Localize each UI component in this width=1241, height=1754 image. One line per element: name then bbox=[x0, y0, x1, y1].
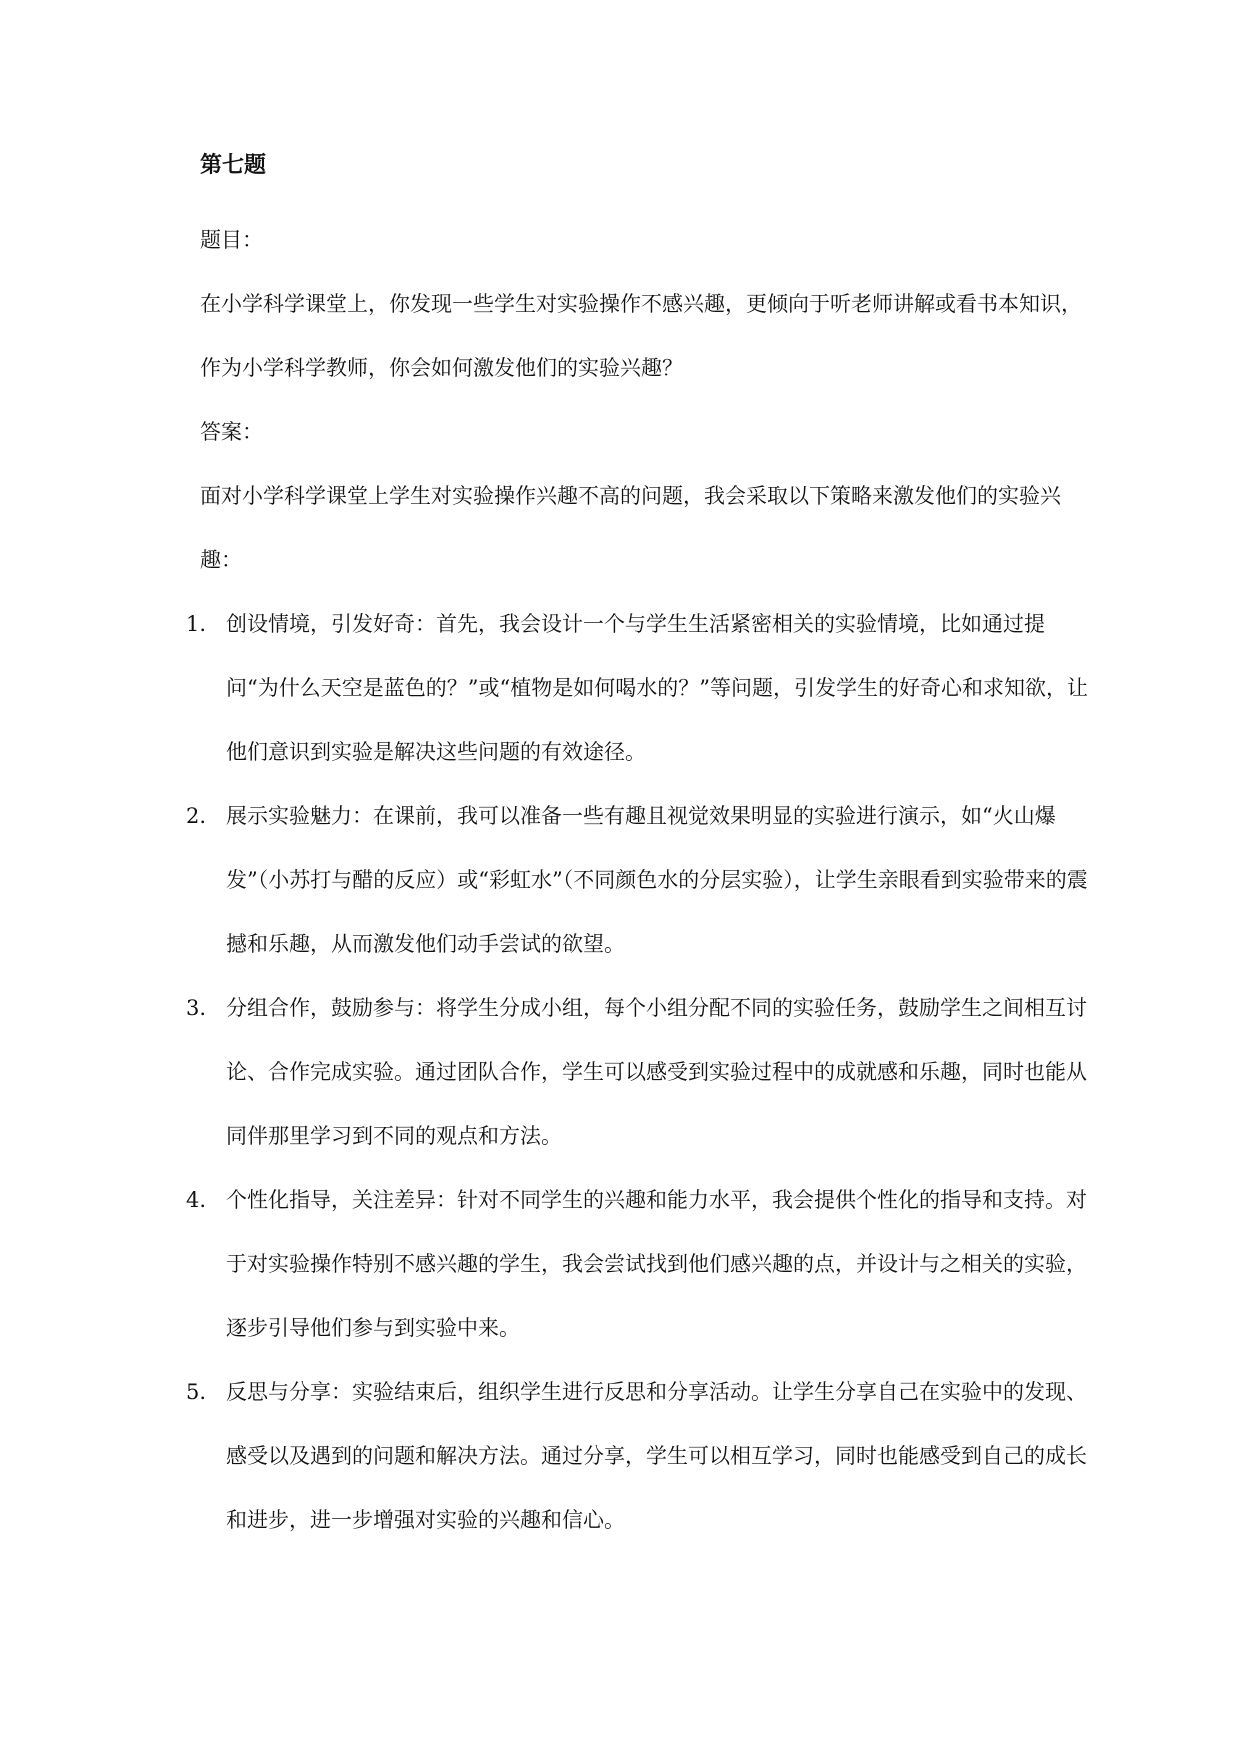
list-item-text: 展示实验魅力：在课前，我可以准备一些有趣且视觉效果明显的实验进行演示，如“火山爆发”（小苏打与醋的反应）或“彩虹水”（不同颜色水的分层实验），让学生亲眼看到实验带来的震撼和乐趣，从而激发他们动手尝试的欲望。 bbox=[226, 804, 1088, 956]
list-item bbox=[186, 592, 1090, 784]
document-content bbox=[186, 144, 1090, 1552]
list-item-text: 创设情境，引发好奇：首先，我会设计一个与学生生活紧密相关的实验情境，比如通过提问“为什么天空是蓝色的？”或“植物是如何喝水的？”等问题，引发学生的好奇心和求知欲，让他们意识到实验是解决这些问题的有效途径。 bbox=[226, 612, 1088, 764]
list-item-number: 2. bbox=[186, 804, 207, 828]
list-item-number: 1. bbox=[186, 612, 207, 636]
list-item-text: 分组合作，鼓励参与：将学生分成小组，每个小组分配不同的实验任务，鼓励学生之间相互讨论、合作完成实验。通过团队合作，学生可以感受到实验过程中的成就感和乐趣，同时也能从同伴那里学习到不同的观点和方法。 bbox=[226, 996, 1087, 1148]
question-text: 在小学科学课堂上，你发现一些学生对实验操作不感兴趣，更倾向于听老师讲解或看书本知识，作为小学科学教师，你会如何激发他们的实验兴趣？ bbox=[200, 292, 1082, 380]
page-title: 第七题 bbox=[200, 153, 267, 178]
answer-intro: 面对小学科学课堂上学生对实验操作兴趣不高的问题，我会采取以下策略来激发他们的实验兴趣： bbox=[200, 484, 1061, 572]
list-item-text: 个性化指导，关注差异：针对不同学生的兴趣和能力水平，我会提供个性化的指导和支持。对于对实验操作特别不感兴趣的学生，我会尝试找到他们感兴趣的点，并设计与之相关的实验，逐步引导他们参与到实验中来。 bbox=[226, 1188, 1087, 1340]
list-item-number: 5. bbox=[186, 1380, 207, 1404]
list-item bbox=[186, 976, 1090, 1168]
list-item bbox=[186, 1360, 1090, 1552]
list-item bbox=[186, 1168, 1090, 1360]
answer-label: 答案： bbox=[200, 420, 263, 444]
answer-list bbox=[186, 592, 1090, 1552]
list-item-text: 反思与分享：实验结束后，组织学生进行反思和分享活动。让学生分享自己在实验中的发现、感受以及遇到的问题和解决方法。通过分享，学生可以相互学习，同时也能感受到自己的成长和进步，进一步增强对实验的兴趣和信心。 bbox=[226, 1380, 1087, 1532]
list-item bbox=[186, 784, 1090, 976]
list-item-number: 3. bbox=[186, 996, 207, 1020]
list-item-number: 4. bbox=[186, 1188, 207, 1212]
question-label: 题目： bbox=[200, 228, 263, 252]
